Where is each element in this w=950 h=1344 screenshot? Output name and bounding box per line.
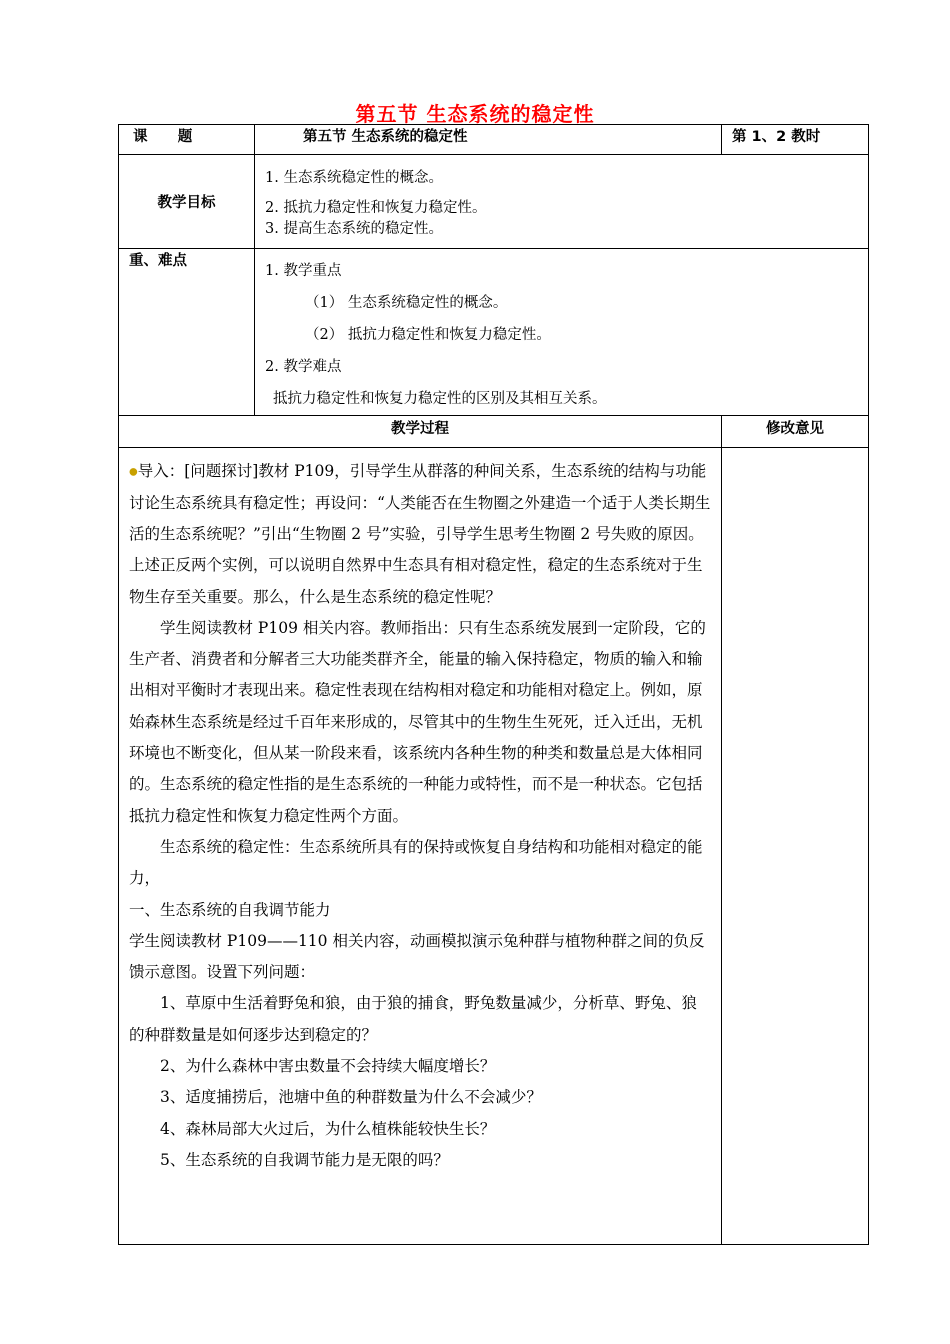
focus-title: 1. 教学重点: [265, 263, 342, 279]
topic-label-cell: [119, 125, 255, 155]
focus-item: （2） 抵抗力稳定性和恢复力稳定性。: [305, 327, 551, 343]
definition-paragraph: 生态系统的稳定性：生态系统所具有的保持或恢复自身结构和功能相对稳定的能力，: [129, 837, 703, 888]
question-item: 1、草原中生活着野兔和狼，由于狼的捕食，野兔数量减少，分析草、野兔、狼的种群数量是如何逐步达到稳定的？: [129, 994, 697, 1044]
key-content-cell: [255, 249, 869, 416]
topic-row: [119, 125, 869, 155]
topic-value: 第五节 生态系统的稳定性: [303, 129, 468, 145]
key-label: 重、难点: [129, 253, 187, 269]
key-points-row: [119, 249, 869, 416]
reading-paragraph: 学生阅读教材 P109 相关内容。教师指出：只有生态系统发展到一定阶段，它的生产者、消费者和分解者三大功能类群齐全，能量的输入保持稳定，物质的输入和输出相对平衡时才表现出来。稳定性表现在结构相对稳定和功能相对稳定上。例如，原始森林生态系统是经过千百年来形成的，尽管其中的生物生生死死，迁入迁出，无机环境也不断变化，但从某一阶段来看，该系统内各种生物的种类和数量总是大体相同的。生态系统的稳定性指的是生态系统的一种能力或特性，而不是一种状态。它包括抵抗力稳定性和恢复力稳定性两个方面。: [129, 618, 706, 825]
topic-label: 课 题: [133, 129, 193, 145]
difficulty-text: 抵抗力稳定性和恢复力稳定性的区别及其相互关系。: [273, 391, 607, 407]
goals-label-cell: [119, 155, 255, 249]
revision-notes-cell: [722, 448, 869, 1245]
process-header-row: [119, 416, 869, 448]
period-text: 第 1、2 教时: [732, 129, 821, 145]
lesson-plan-table: [118, 124, 869, 1245]
goal-item: 1. 生态系统稳定性的概念。: [265, 170, 443, 186]
focus-item: （1） 生态系统稳定性的概念。: [305, 295, 508, 311]
section-heading: 一、生态系统的自我调节能力: [129, 900, 331, 919]
goal-item: 2. 抵抗力稳定性和恢复力稳定性。: [265, 200, 487, 216]
question-item: 5、生态系统的自我调节能力是无限的吗？: [160, 1150, 449, 1169]
process-content-cell: [119, 448, 722, 1245]
bullet-dot-icon: ●: [129, 466, 138, 478]
section-intro: 学生阅读教材 P109——110 相关内容，动画模拟演示兔种群与植物种群之间的负反馈示意图。设置下列问题：: [129, 931, 705, 982]
period-cell: [722, 125, 869, 155]
question-item: 4、森林局部大火过后，为什么植株能较快生长？: [160, 1119, 496, 1138]
question-item: 2、为什么森林中害虫数量不会持续大幅度增长？: [160, 1056, 496, 1075]
intro-paragraph: ●导入：[问题探讨]教材 P109，引导学生从群落的种间关系，生态系统的结构与功能讨论生态系统具有稳定性；再设问：“人类能否在生物圈之外建造一个适于人类长期生活的生态系统呢？”引出“生物圈 2 号”实验，引导学生思考生物圈 2 号失败的原因。上述正反两个实例，可以说明自然界中生态具有相对稳定性，稳定的生态系统对于生物生存至关重要。那么，什么是生态系统的稳定性呢？: [129, 462, 711, 606]
difficulty-title: 2. 教学难点: [265, 359, 342, 375]
goals-row: [119, 155, 869, 249]
goal-item: 3. 提高生态系统的稳定性。: [265, 221, 443, 237]
key-label-cell: [119, 249, 255, 416]
process-row: [119, 448, 869, 1245]
page-title: 第五节 生态系统的稳定性: [355, 102, 595, 126]
topic-value-cell: [255, 125, 722, 155]
process-header-cell: [119, 416, 722, 448]
revision-header: 修改意见: [766, 421, 824, 437]
process-header: 教学过程: [391, 421, 449, 437]
goals-label: 教学目标: [157, 195, 216, 211]
goals-content-cell: [255, 155, 869, 249]
question-item: 3、适度捕捞后，池塘中鱼的种群数量为什么不会减少？: [160, 1088, 542, 1107]
revision-header-cell: [722, 416, 869, 448]
